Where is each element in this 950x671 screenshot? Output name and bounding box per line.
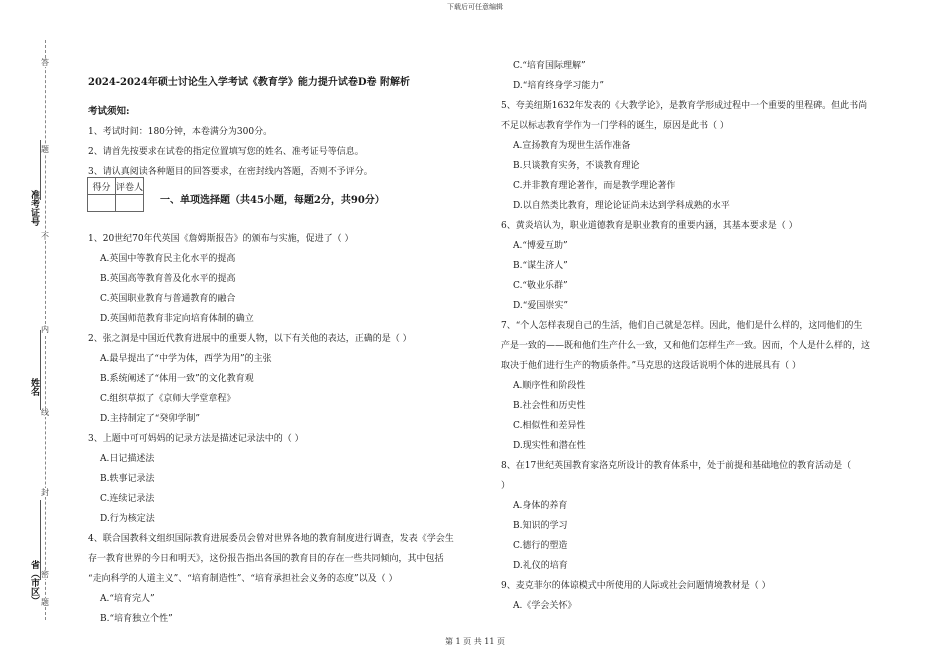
answer-option: D.现实性和潜在性 — [513, 441, 586, 451]
answer-option: C.德行的塑造 — [513, 541, 568, 551]
notice-title: 考试须知: — [88, 106, 130, 117]
question-text: 8、在17世纪英国教育家洛克所设计的教育体系中，处于前提和基础地位的教育活动是（ — [501, 461, 852, 471]
answer-option: D.“爱国崇实” — [513, 301, 568, 311]
question-text: 5、夸美纽斯1632年发表的《大教学论》，是教育学形成过程中一个重要的里程碑。但此书尚 — [501, 101, 868, 111]
answer-option: A.《学会关怀》 — [513, 601, 577, 611]
answer-option: D.英国师范教育非定向培育体制的确立 — [100, 314, 254, 324]
answer-option: D.“培育终身学习能力” — [513, 81, 604, 91]
seal-char: 密 — [41, 570, 49, 579]
answer-option: C.连续记录法 — [100, 494, 155, 504]
score-label: 得分 — [88, 178, 116, 195]
exam-header — [88, 73, 410, 93]
question-text: “走向科学的人道主义”、“培育制造性”、“培育承担社会义务的态度”以及（ ） — [88, 574, 398, 584]
score-box — [87, 177, 144, 212]
seal-char: 题 — [41, 145, 49, 154]
question-text: 存一教育世界的今日和明天》，这份报告指出各国的教育目的存在一些共同倾向，其中包括 — [88, 554, 444, 564]
seal-char: 答 — [41, 58, 49, 67]
header-note: 下载后可任意编辑 — [447, 3, 503, 11]
name-fill-line — [40, 330, 41, 410]
notice-item: 2、请首先按要求在试卷的指定位置填写您的姓名、准考证号等信息。 — [88, 147, 364, 157]
seal-char: 题 — [41, 598, 49, 607]
answer-option: A.顺序性和阶段性 — [513, 381, 586, 391]
question-text: 3、上题中可可妈妈的记录方法是描述记录法中的（ ） — [88, 434, 304, 444]
answer-option: D.行为核定法 — [100, 514, 155, 524]
question-text: 不足以标志教育学作为一门学科的诞生，原因是此书（ ） — [501, 121, 729, 131]
answer-option: B.社会性和历史性 — [513, 401, 586, 411]
answer-option: B.只谈教育实务，不谈教育理论 — [513, 161, 640, 171]
section-heading — [160, 191, 385, 211]
seal-char: 线 — [41, 408, 49, 417]
answer-option: B.英国高等教育普及化水平的提高 — [100, 274, 236, 284]
question-text: 6、黄炎培认为，职业道德教育是职业教育的重要内涵，其基本要求是（ ） — [501, 221, 798, 231]
grader-cell[interactable] — [116, 195, 144, 212]
answer-option: C.并非教育理论著作，而是教学理论著作 — [513, 181, 676, 191]
answer-option: D.主持制定了“癸卯学制” — [100, 414, 200, 424]
notice-block — [88, 102, 373, 182]
answer-option: B.“谋生济人” — [513, 261, 568, 271]
question-text: 7、“个人怎样表现自己的生活，他们自己就是怎样。因此，他们是什么样的，这同他们的生 — [501, 321, 863, 331]
section-title: 一、单项选择题（共45小题，每题2分，共90分） — [160, 195, 385, 206]
seal-char: 封 — [41, 488, 49, 497]
answer-option: D.礼仪的培育 — [513, 561, 568, 571]
question-text: 2、张之洞是中国近代教育进展中的重要人物，以下有关他的表达，正确的是（ ） — [88, 334, 412, 344]
exam-title: 2024-2024年硕士讨论生入学考试《教育学》能力提升试卷D卷 附解析 — [88, 77, 410, 88]
answer-option: B.“培育独立个性” — [100, 614, 173, 624]
seal-char: 内 — [41, 325, 49, 334]
question-text: 9、麦克菲尔的体谅模式中所使用的人际或社会问题情境教材是（ ） — [501, 581, 771, 591]
grader-label: 评卷人 — [116, 178, 144, 195]
answer-option: A.日记描述法 — [100, 454, 155, 464]
right-question-column — [501, 56, 870, 616]
question-text: 产是一致的——既和他们生产什么一致，又和他们怎样生产一致。因而，个人是什么样的，这 — [501, 341, 871, 351]
question-text: ） — [501, 481, 511, 491]
answer-option: A.“培育完人” — [100, 594, 155, 604]
answer-option: C.“敬业乐群” — [513, 281, 568, 291]
answer-option: C.组织草拟了《京师大学堂章程》 — [100, 394, 236, 404]
left-question-column — [88, 229, 454, 629]
answer-option: B.轶事记录法 — [100, 474, 155, 484]
answer-option: D.以自然类比教育，理论论证尚未达到学科成熟的水平 — [513, 201, 730, 211]
score-cell[interactable] — [88, 195, 116, 212]
exam-number-label: 准考证号 — [29, 190, 39, 226]
question-text: 取决于他们进行生产的物质条件。”马克思的这段话说明个体的进展具有（ ） — [501, 361, 801, 371]
notice-item: 1、考试时间：180分钟，本卷满分为300分。 — [88, 127, 273, 137]
region-label: 省（市区） — [29, 560, 39, 605]
answer-option: C.相似性和差异性 — [513, 421, 586, 431]
notice-item: 3、请认真阅读各种题目的回答要求，在密封线内答题，否则不予评分。 — [88, 167, 373, 177]
answer-option: C.英国职业教育与普通教育的融合 — [100, 294, 236, 304]
question-text: 4、联合国教科文组织国际教育进展委员会曾对世界各地的教育制度进行调查，发表《学会生 — [88, 534, 454, 544]
name-label: 姓名 — [29, 378, 39, 396]
answer-option: A.英国中等教育民主化水平的提高 — [100, 254, 236, 264]
page-footer: 第 1 页 共 11 页 — [445, 637, 505, 646]
answer-option: A.身体的养育 — [513, 501, 568, 511]
answer-option: A.宣扬教育为现世生活作准备 — [513, 141, 631, 151]
answer-option: B.系统阐述了“体用一致”的文化教育观 — [100, 374, 254, 384]
seal-char: 不 — [41, 232, 49, 241]
answer-option: A.“博爱互助” — [513, 241, 568, 251]
answer-option: A.最早提出了“中学为体，西学为用”的主张 — [100, 354, 272, 364]
answer-option: C.“培育国际理解” — [513, 61, 586, 71]
question-text: 1、20世纪70年代英国《詹姆斯报告》的颁布与实施，促进了（ ） — [88, 234, 354, 244]
answer-option: B.知识的学习 — [513, 521, 568, 531]
